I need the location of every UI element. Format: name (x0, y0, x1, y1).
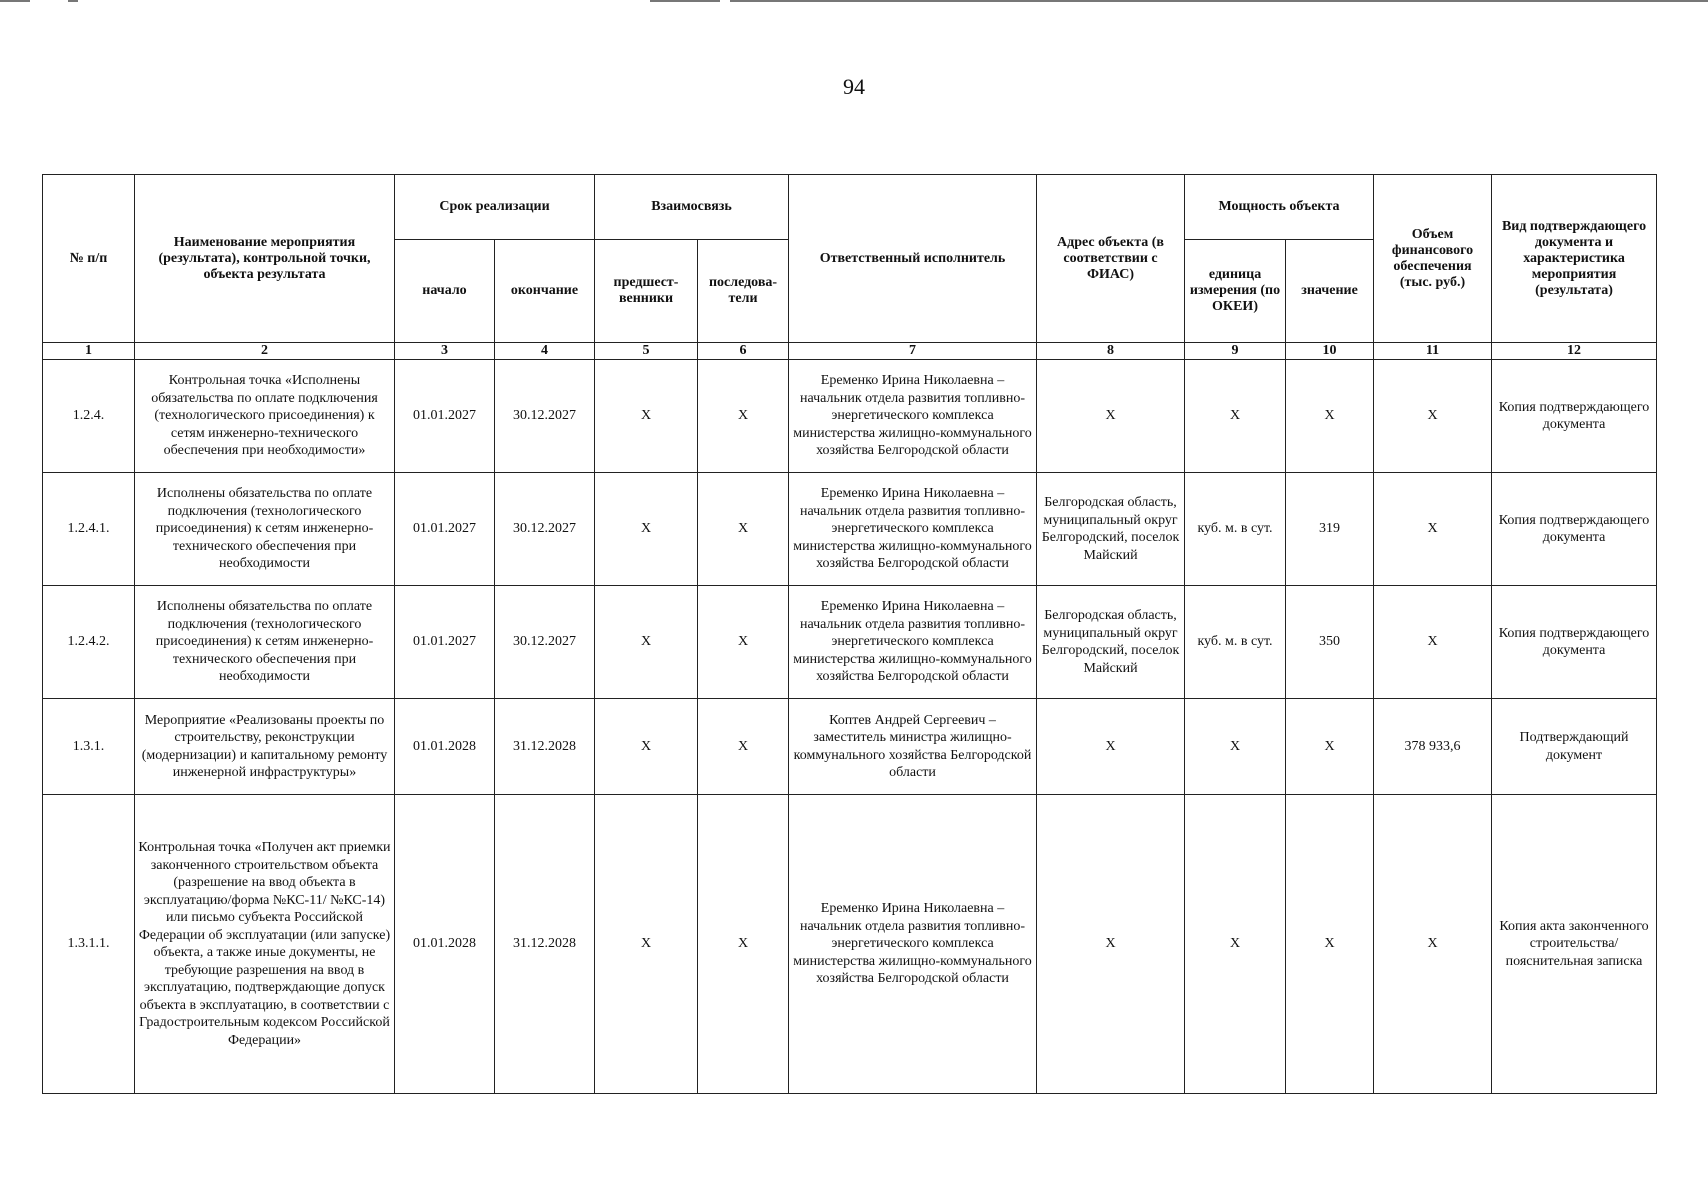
row-unit: X (1185, 699, 1286, 795)
row-start: 01.01.2027 (395, 473, 495, 586)
top-scan-line (730, 0, 1708, 2)
row-document: Копия подтверждающего документа (1492, 360, 1657, 473)
column-number: 2 (135, 343, 395, 360)
column-number: 7 (789, 343, 1037, 360)
row-next: X (698, 586, 789, 699)
row-unit: куб. м. в сут. (1185, 586, 1286, 699)
column-number: 8 (1037, 343, 1185, 360)
column-number: 6 (698, 343, 789, 360)
row-end: 30.12.2027 (495, 473, 595, 586)
column-number-row (43, 343, 1657, 360)
row-finance: X (1374, 795, 1492, 1094)
row-prev: X (595, 360, 698, 473)
table-row (43, 795, 1657, 1094)
row-num: 1.2.4.1. (43, 473, 135, 586)
row-unit: куб. м. в сут. (1185, 473, 1286, 586)
header-link: Взаимосвязь (595, 175, 789, 240)
row-executor: Еременко Ирина Николаевна – начальник отдела развития топливно-энергетического комплекса министерства жилищно-коммунального хозяйства Белгородской области (789, 473, 1037, 586)
row-name: Мероприятие «Реализованы проекты по строительству, реконструкции (модернизации) и капитальному ремонту инженерной инфраструктуры» (135, 699, 395, 795)
row-value: X (1286, 699, 1374, 795)
top-scan-line (650, 0, 720, 2)
row-num: 1.3.1.1. (43, 795, 135, 1094)
row-finance: X (1374, 586, 1492, 699)
header-term: Срок реализации (395, 175, 595, 240)
header-term-start: начало (395, 240, 495, 343)
row-value: X (1286, 795, 1374, 1094)
header-address: Адрес объекта (в соответствии с ФИАС) (1037, 175, 1185, 343)
header-link-next: последова-тели (698, 240, 789, 343)
row-executor: Еременко Ирина Николаевна – начальник отдела развития топливно-энергетического комплекса министерства жилищно-коммунального хозяйства Белгородской области (789, 795, 1037, 1094)
column-number: 11 (1374, 343, 1492, 360)
row-start: 01.01.2027 (395, 586, 495, 699)
row-unit: X (1185, 360, 1286, 473)
table-row (43, 360, 1657, 473)
row-start: 01.01.2028 (395, 699, 495, 795)
row-end: 30.12.2027 (495, 586, 595, 699)
row-next: X (698, 360, 789, 473)
column-number: 4 (495, 343, 595, 360)
row-num: 1.3.1. (43, 699, 135, 795)
row-document: Подтверждающий документ (1492, 699, 1657, 795)
header-power: Мощность объекта (1185, 175, 1374, 240)
row-address: Белгородская область, муниципальный округ Белгородский, поселок Майский (1037, 586, 1185, 699)
row-executor: Коптев Андрей Сергеевич – заместитель министра жилищно-коммунального хозяйства Белгородской области (789, 699, 1037, 795)
row-next: X (698, 699, 789, 795)
row-document: Копия акта законченного строительства/ пояснительная записка (1492, 795, 1657, 1094)
header-num: № п/п (43, 175, 135, 343)
header-executor: Ответственный исполнитель (789, 175, 1037, 343)
table-row (43, 586, 1657, 699)
row-name: Исполнены обязательства по оплате подключения (технологического присоединения) к сетям инженерно-технического обеспечения при необходимости (135, 473, 395, 586)
row-address: Белгородская область, муниципальный округ Белгородский, поселок Майский (1037, 473, 1185, 586)
row-address: X (1037, 795, 1185, 1094)
row-num: 1.2.4.2. (43, 586, 135, 699)
row-value: 319 (1286, 473, 1374, 586)
row-executor: Еременко Ирина Николаевна – начальник отдела развития топливно-энергетического комплекса министерства жилищно-коммунального хозяйства Белгородской области (789, 360, 1037, 473)
column-number: 10 (1286, 343, 1374, 360)
table-row (43, 473, 1657, 586)
header-link-prev: предшест-венники (595, 240, 698, 343)
row-finance: X (1374, 473, 1492, 586)
row-document: Копия подтверждающего документа (1492, 473, 1657, 586)
column-number: 3 (395, 343, 495, 360)
row-prev: X (595, 699, 698, 795)
row-unit: X (1185, 795, 1286, 1094)
column-number: 5 (595, 343, 698, 360)
row-start: 01.01.2027 (395, 360, 495, 473)
row-address: X (1037, 699, 1185, 795)
row-prev: X (595, 586, 698, 699)
column-number: 9 (1185, 343, 1286, 360)
top-scan-line (0, 0, 30, 2)
activity-plan-table (42, 174, 1657, 1094)
row-num: 1.2.4. (43, 360, 135, 473)
row-value: X (1286, 360, 1374, 473)
header-name: Наименование мероприятия (результата), контрольной точки, объекта результата (135, 175, 395, 343)
row-address: X (1037, 360, 1185, 473)
row-name: Контрольная точка «Получен акт приемки законченного строительством объекта (разрешение на ввод объекта в эксплуатацию/форма №КС-11/ №КС-14) или письмо субъекта Российской Федерации об эксплуатации (или запуске) объекта, а также иные документы, не требующие разрешения на ввод в эксплуатацию, подтверждающие допуск объекта в эксплуатацию, в соответствии с Градостроительным кодексом Российской Федерации» (135, 795, 395, 1094)
row-document: Копия подтверждающего документа (1492, 586, 1657, 699)
row-finance: X (1374, 360, 1492, 473)
row-next: X (698, 795, 789, 1094)
row-end: 31.12.2028 (495, 699, 595, 795)
row-end: 31.12.2028 (495, 795, 595, 1094)
header-document: Вид подтверждающего документа и характеристика мероприятия (результата) (1492, 175, 1657, 343)
row-prev: X (595, 795, 698, 1094)
row-executor: Еременко Ирина Николаевна – начальник отдела развития топливно-энергетического комплекса министерства жилищно-коммунального хозяйства Белгородской области (789, 586, 1037, 699)
row-end: 30.12.2027 (495, 360, 595, 473)
row-start: 01.01.2028 (395, 795, 495, 1094)
header-power-unit: единица измерения (по ОКЕИ) (1185, 240, 1286, 343)
row-finance: 378 933,6 (1374, 699, 1492, 795)
row-next: X (698, 473, 789, 586)
header-row-top (43, 175, 1657, 240)
row-prev: X (595, 473, 698, 586)
page-number: 94 (843, 74, 865, 99)
table-row (43, 699, 1657, 795)
row-name: Контрольная точка «Исполнены обязательства по оплате подключения (технологического присоединения) к сетям инженерно-технического обеспечения при необходимости» (135, 360, 395, 473)
top-scan-line (68, 0, 78, 2)
column-number: 12 (1492, 343, 1657, 360)
row-name: Исполнены обязательства по оплате подключения (технологического присоединения) к сетям инженерно-технического обеспечения при необходимости (135, 586, 395, 699)
column-number: 1 (43, 343, 135, 360)
header-term-end: окончание (495, 240, 595, 343)
header-power-value: значение (1286, 240, 1374, 343)
row-value: 350 (1286, 586, 1374, 699)
header-finance: Объем финансового обеспечения (тыс. руб.) (1374, 175, 1492, 343)
